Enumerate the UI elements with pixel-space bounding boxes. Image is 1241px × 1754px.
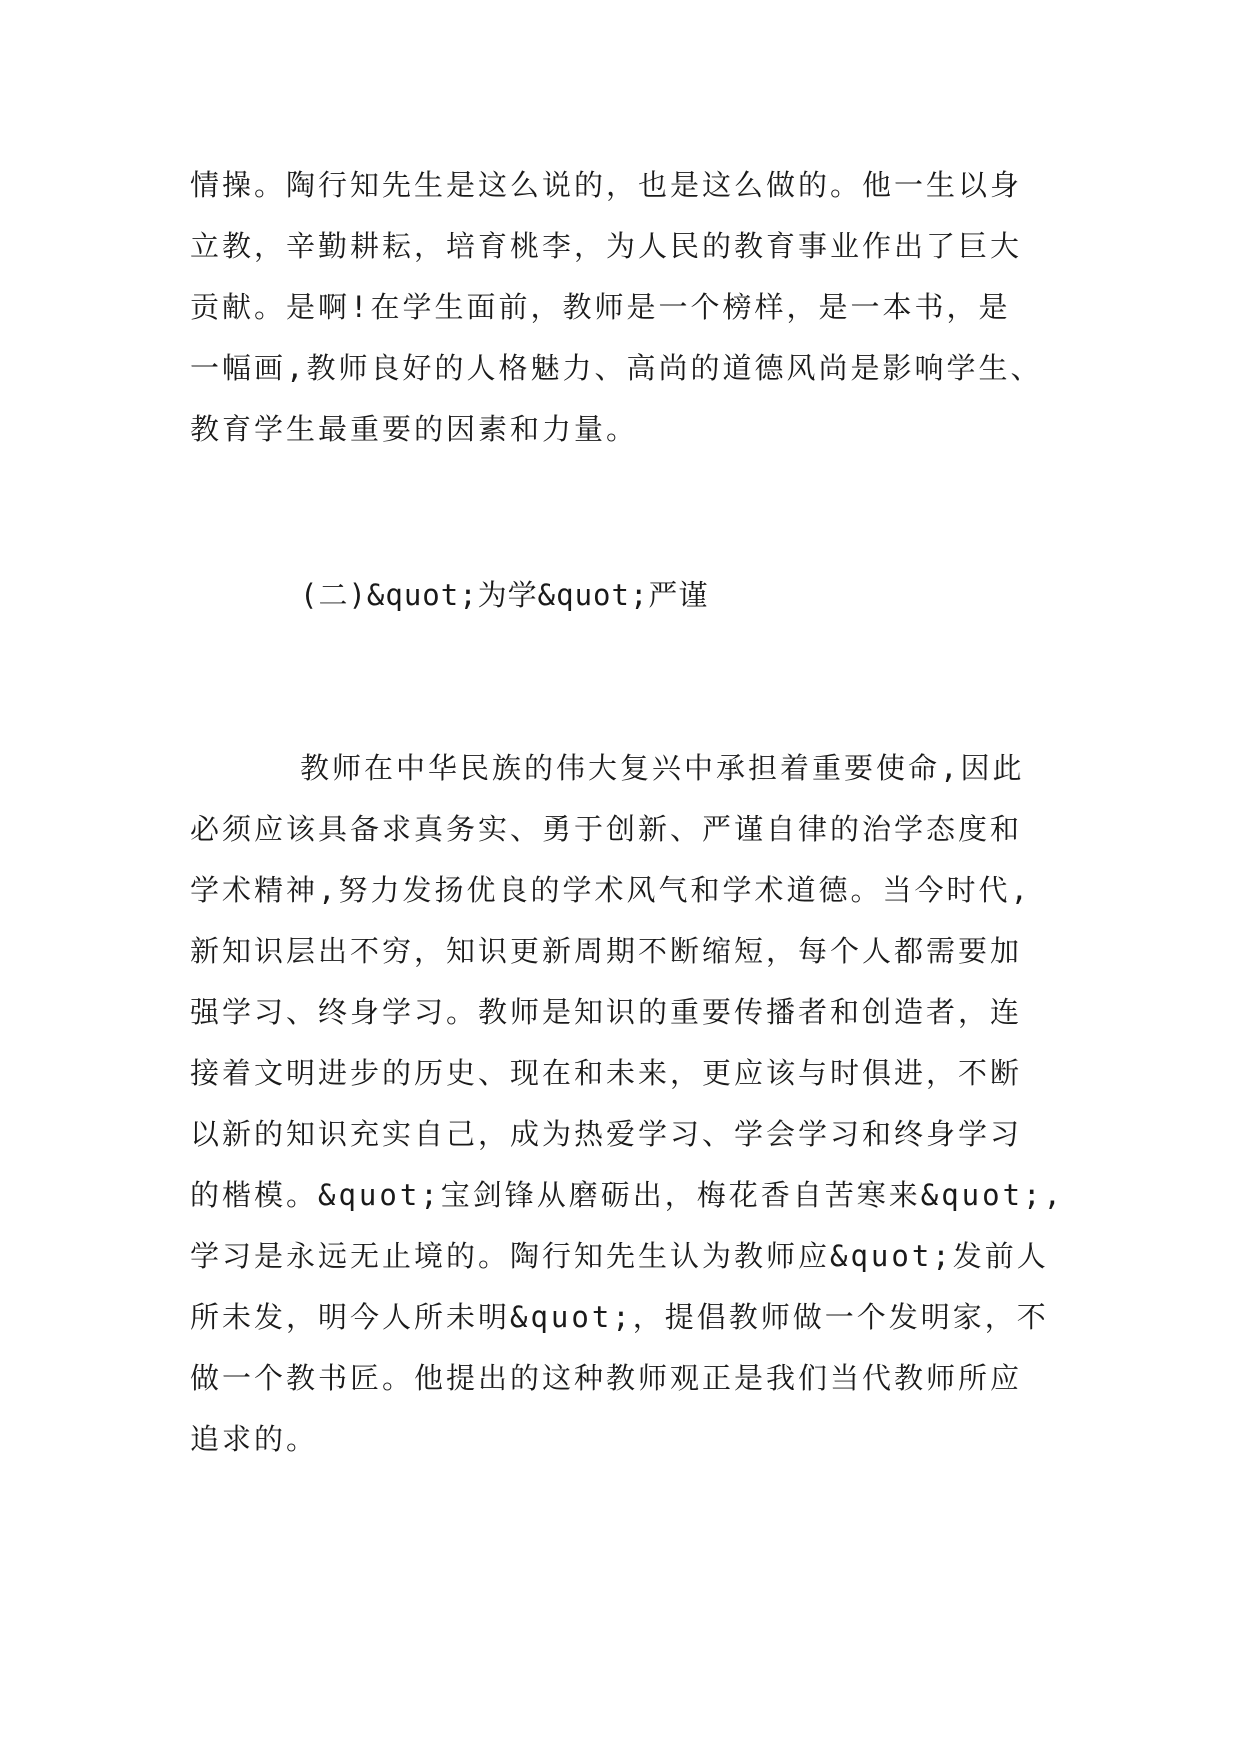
paragraph-teacher-morality xyxy=(190,155,1055,460)
paragraph-rigorous-learning xyxy=(190,738,1064,1470)
paragraph-line: 新知识层出不穷，知识更新周期不断缩短，每个人都需要加 xyxy=(190,934,1023,968)
paragraph-line: 教师在中华民族的伟大复兴中承担着重要使命,因此 xyxy=(300,751,1025,785)
paragraph-line: 做一个教书匠。他提出的这种教师观正是我们当代教师所应 xyxy=(190,1361,1023,1395)
paragraph-line: 学习是永远无止境的。陶行知先生认为教师应&quot;发前人 xyxy=(190,1239,1049,1273)
paragraph-line: 情操。陶行知先生是这么说的，也是这么做的。他一生以身 xyxy=(190,168,1023,202)
paragraph-line: 一幅画,教师良好的人格魅力、高尚的道德风尚是影响学生、 xyxy=(190,351,1043,385)
paragraph-line: 所未发，明今人所未明&quot;，提倡教师做一个发明家，不 xyxy=(190,1300,1049,1334)
paragraph-line: 立教，辛勤耕耘，培育桃李，为人民的教育事业作出了巨大 xyxy=(190,229,1023,263)
paragraph-line: 必须应该具备求真务实、勇于创新、严谨自律的治学态度和 xyxy=(190,812,1023,846)
paragraph-line: 教育学生最重要的因素和力量。 xyxy=(190,412,639,446)
paragraph-line: 接着文明进步的历史、现在和未来，更应该与时俱进，不断 xyxy=(190,1056,1023,1090)
paragraph-line: 强学习、终身学习。教师是知识的重要传播者和创造者，连 xyxy=(190,995,1023,1029)
paragraph-line: 的楷模。&quot;宝剑锋从磨砺出，梅花香自苦寒来&quot;, xyxy=(190,1178,1064,1212)
paragraph-line: 贡献。是啊!在学生面前，教师是一个榜样，是一本书，是 xyxy=(190,290,1011,324)
section-heading: (二)&quot;为学&quot;严谨 xyxy=(300,578,709,612)
paragraph-line: 以新的知识充实自己，成为热爱学习、学会学习和终身学习 xyxy=(190,1117,1023,1151)
paragraph-line: 学术精神,努力发扬优良的学术风气和学术道德。当今时代, xyxy=(190,873,1031,907)
paragraph-line: 追求的。 xyxy=(190,1422,319,1456)
